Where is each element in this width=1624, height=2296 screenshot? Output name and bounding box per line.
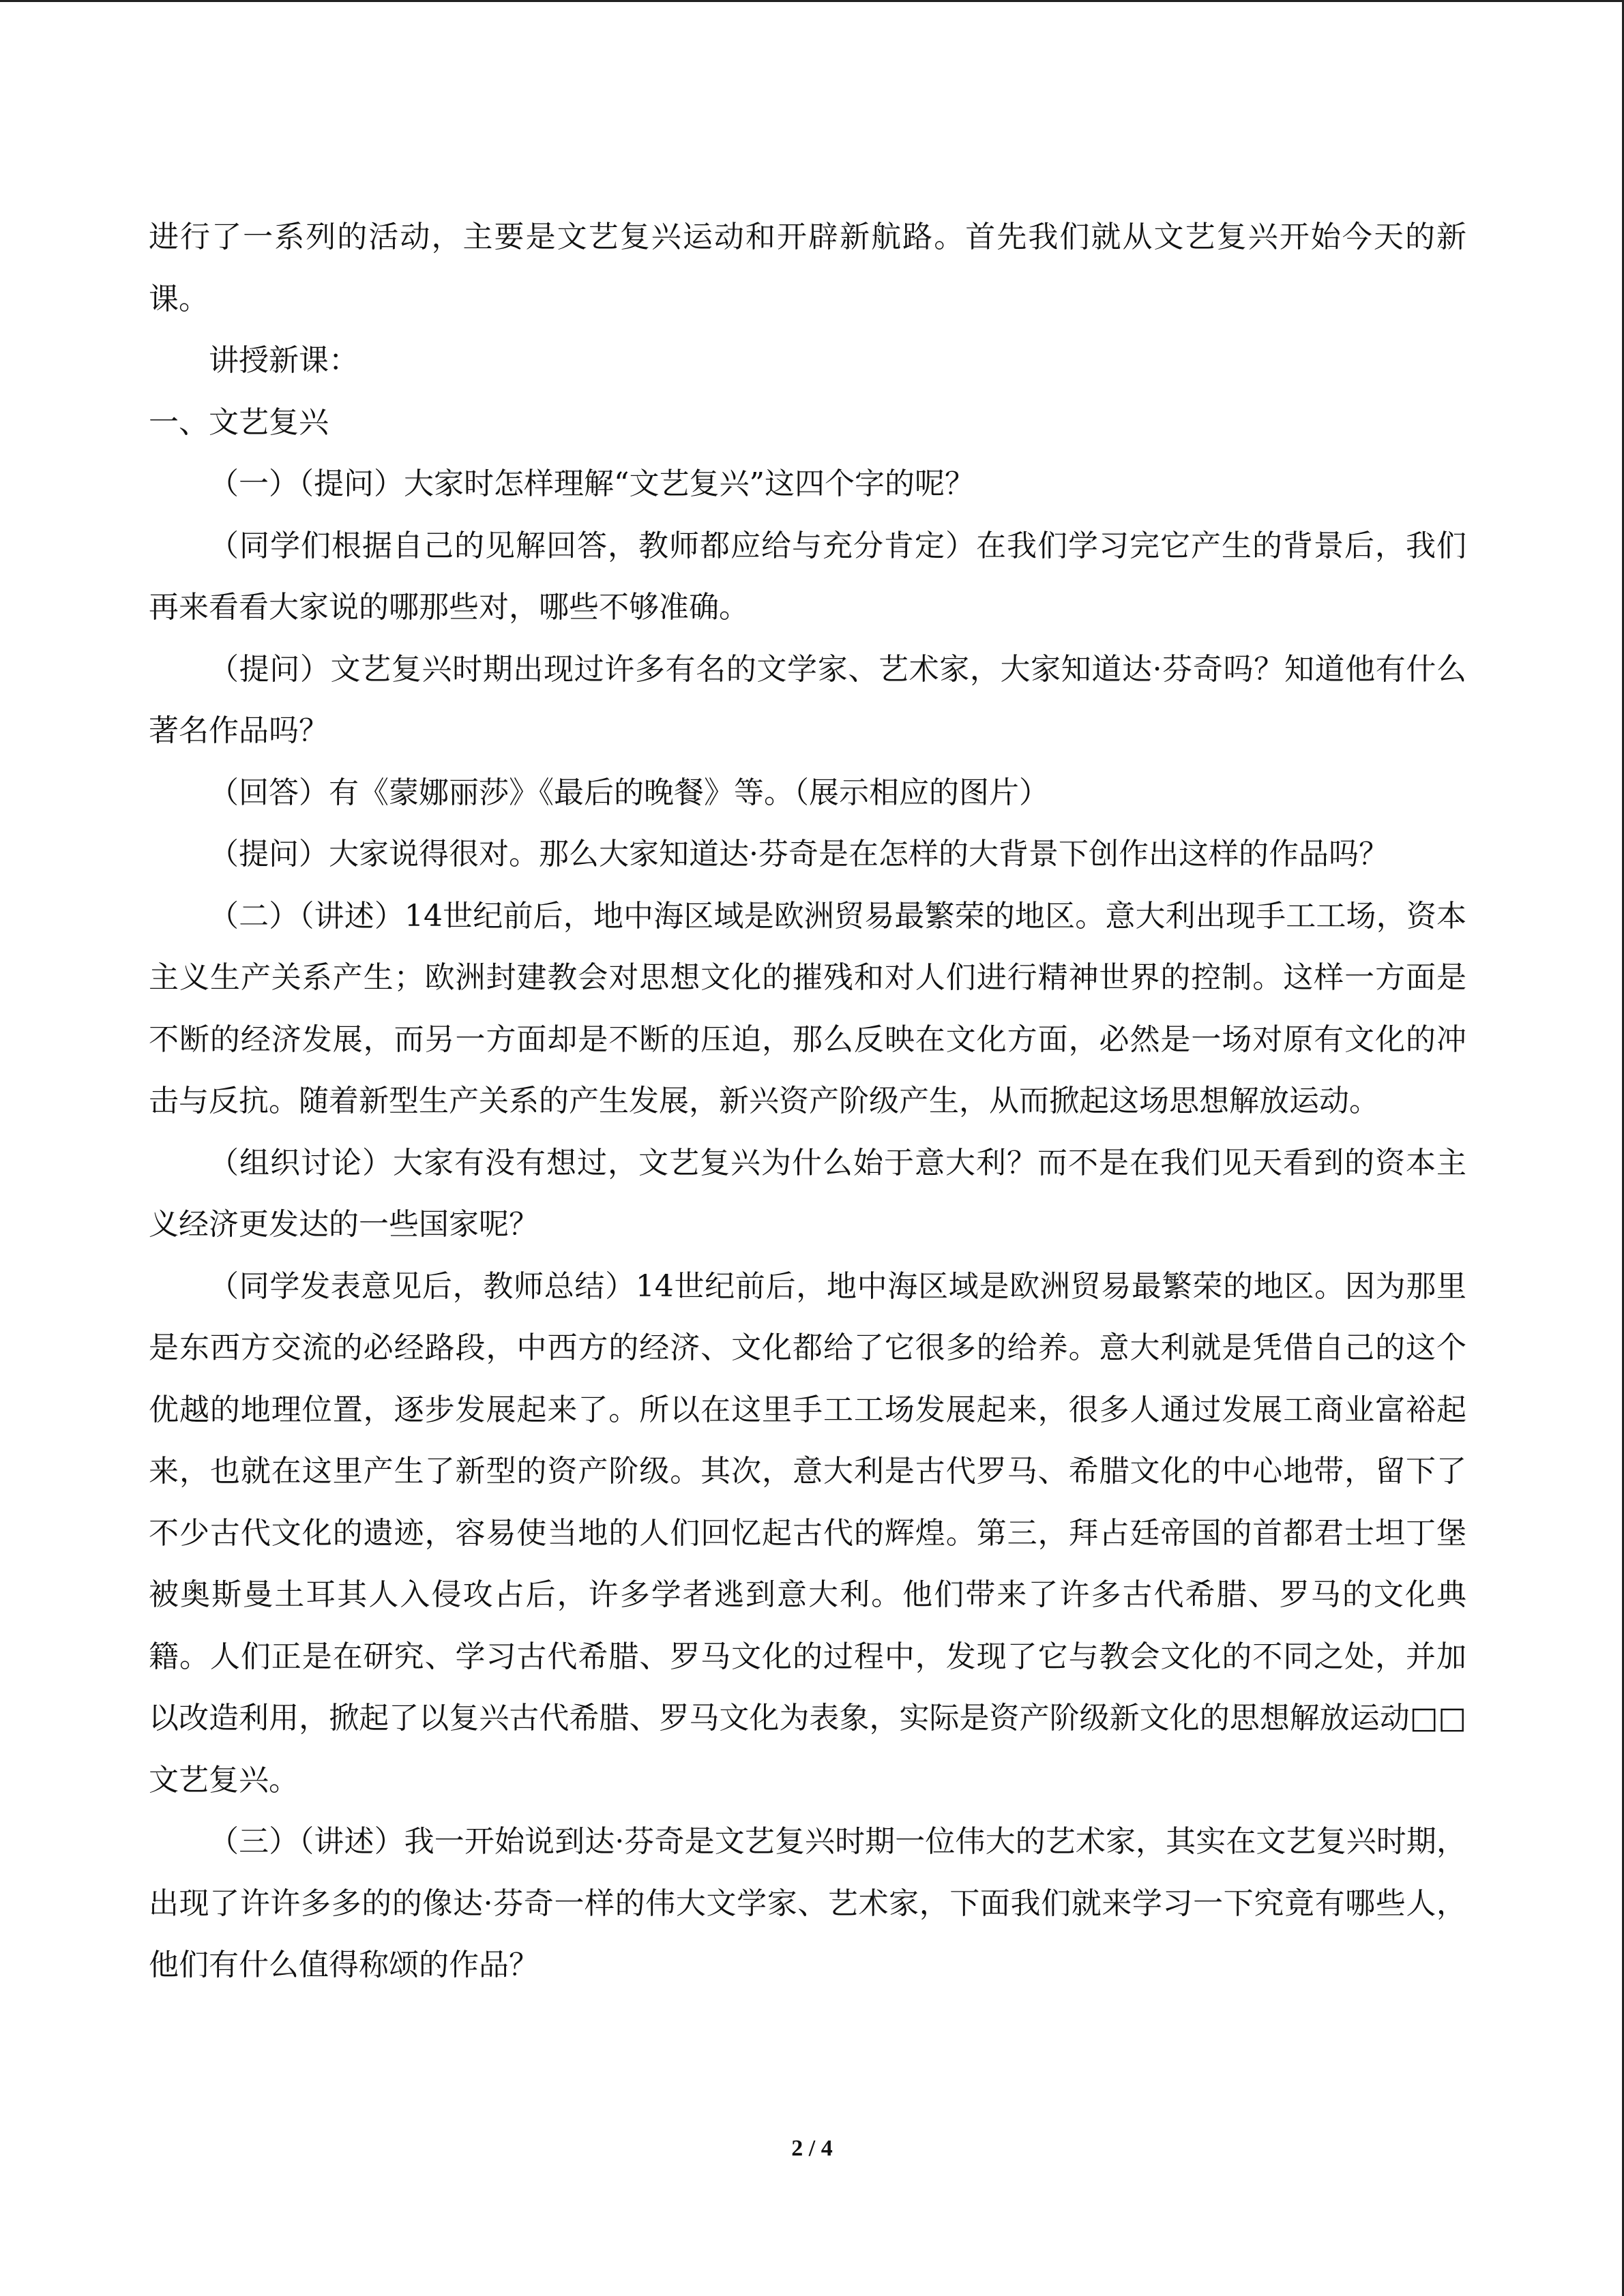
paragraph-intro: 进行了一系列的活动，主要是文艺复兴运动和开辟新航路。首先我们就从文艺复兴开始今天的新课。	[149, 220, 1466, 316]
top-border-line	[0, 0, 1624, 2]
paragraph-student-answer: （同学们根据自己的见解回答，教师都应给与充分肯定）在我们学习完它产生的背景后，我们再来看看大家说的哪那些对，哪些不够准确。	[149, 528, 1466, 625]
paragraph-new-lesson: 讲授新课：	[209, 343, 359, 378]
section-heading-renaissance: 一、文艺复兴	[149, 404, 329, 440]
paragraph-lecture-artists: （三）（讲述）我一开始说到达·芬奇是文艺复兴时期一位伟大的艺术家，其实在文艺复兴时期，出现了许许多多的的像达·芬奇一样的伟大文学家、艺术家，下面我们就来学习一下究竟有哪些人，他们有什么值得称颂的作品？	[149, 1824, 1466, 1982]
paragraph-question-background: （提问）大家说得很对。那么大家知道达·芬奇是在怎样的大背景下创作出这样的作品吗？	[209, 837, 1389, 871]
document-body	[149, 207, 1466, 1997]
page-number: 2 / 4	[791, 2136, 833, 2161]
paragraph-teacher-summary: （同学发表意见后，教师总结）14世纪前后，地中海区域是欧洲贸易最繁荣的地区。因为那里是东西方交流的必经路段，中西方的经济、文化都给了它很多的给养。意大利就是凭借自己的这个优越的地理位置，逐步发展起来了。所以在这里手工工场发展起来，很多人通过发展工商业富裕起来，也就在这里产生了新型的资产阶级。其次，意大利是古代罗马、希腊文化的中心地带，留下了不少古代文化的遗迹，容易使当地的人们回忆起古代的辉煌。第三，拜占廷帝国的首都君士坦丁堡被奥斯曼土耳其人入侵攻占后，许多学者逃到意大利。他们带来了许多古代希腊、罗马的文化典籍。人们正是在研究、学习古代希腊、罗马文化的过程中，发现了它与教会文化的不同之处，并加以改造利用，掀起了以复兴古代希腊、罗马文化为表象，实际是资产阶级新文化的思想解放运动□□文艺复兴。	[149, 1268, 1466, 1798]
paragraph-discussion-italy: （组织讨论）大家有没有想过，文艺复兴为什么始于意大利？而不是在我们见天看到的资本主义经济更发达的一些国家呢？	[149, 1145, 1466, 1242]
paragraph-answer-works: （回答）有《蒙娜丽莎》《最后的晚餐》等。（展示相应的图片）	[209, 775, 1049, 810]
paragraph-lecture-background: （二）（讲述）14世纪前后，地中海区域是欧洲贸易最繁荣的地区。意大利出现手工工场，资本主义生产关系产生；欧洲封建教会对思想文化的摧残和对人们进行精神世界的控制。这样一方面是不断的经济发展，而另一方面却是不断的压迫，那么反映在文化方面，必然是一场对原有文化的冲击与反抗。随着新型生产关系的产生发展，新兴资产阶级产生，从而掀起这场思想解放运动。	[149, 898, 1466, 1118]
paragraph-question-meaning: （一）（提问）大家时怎样理解“文艺复兴”这四个字的呢？	[209, 466, 975, 501]
paragraph-question-davinci: （提问）文艺复兴时期出现过许多有名的文学家、艺术家，大家知道达·芬奇吗？知道他有什么著名作品吗？	[149, 651, 1466, 748]
